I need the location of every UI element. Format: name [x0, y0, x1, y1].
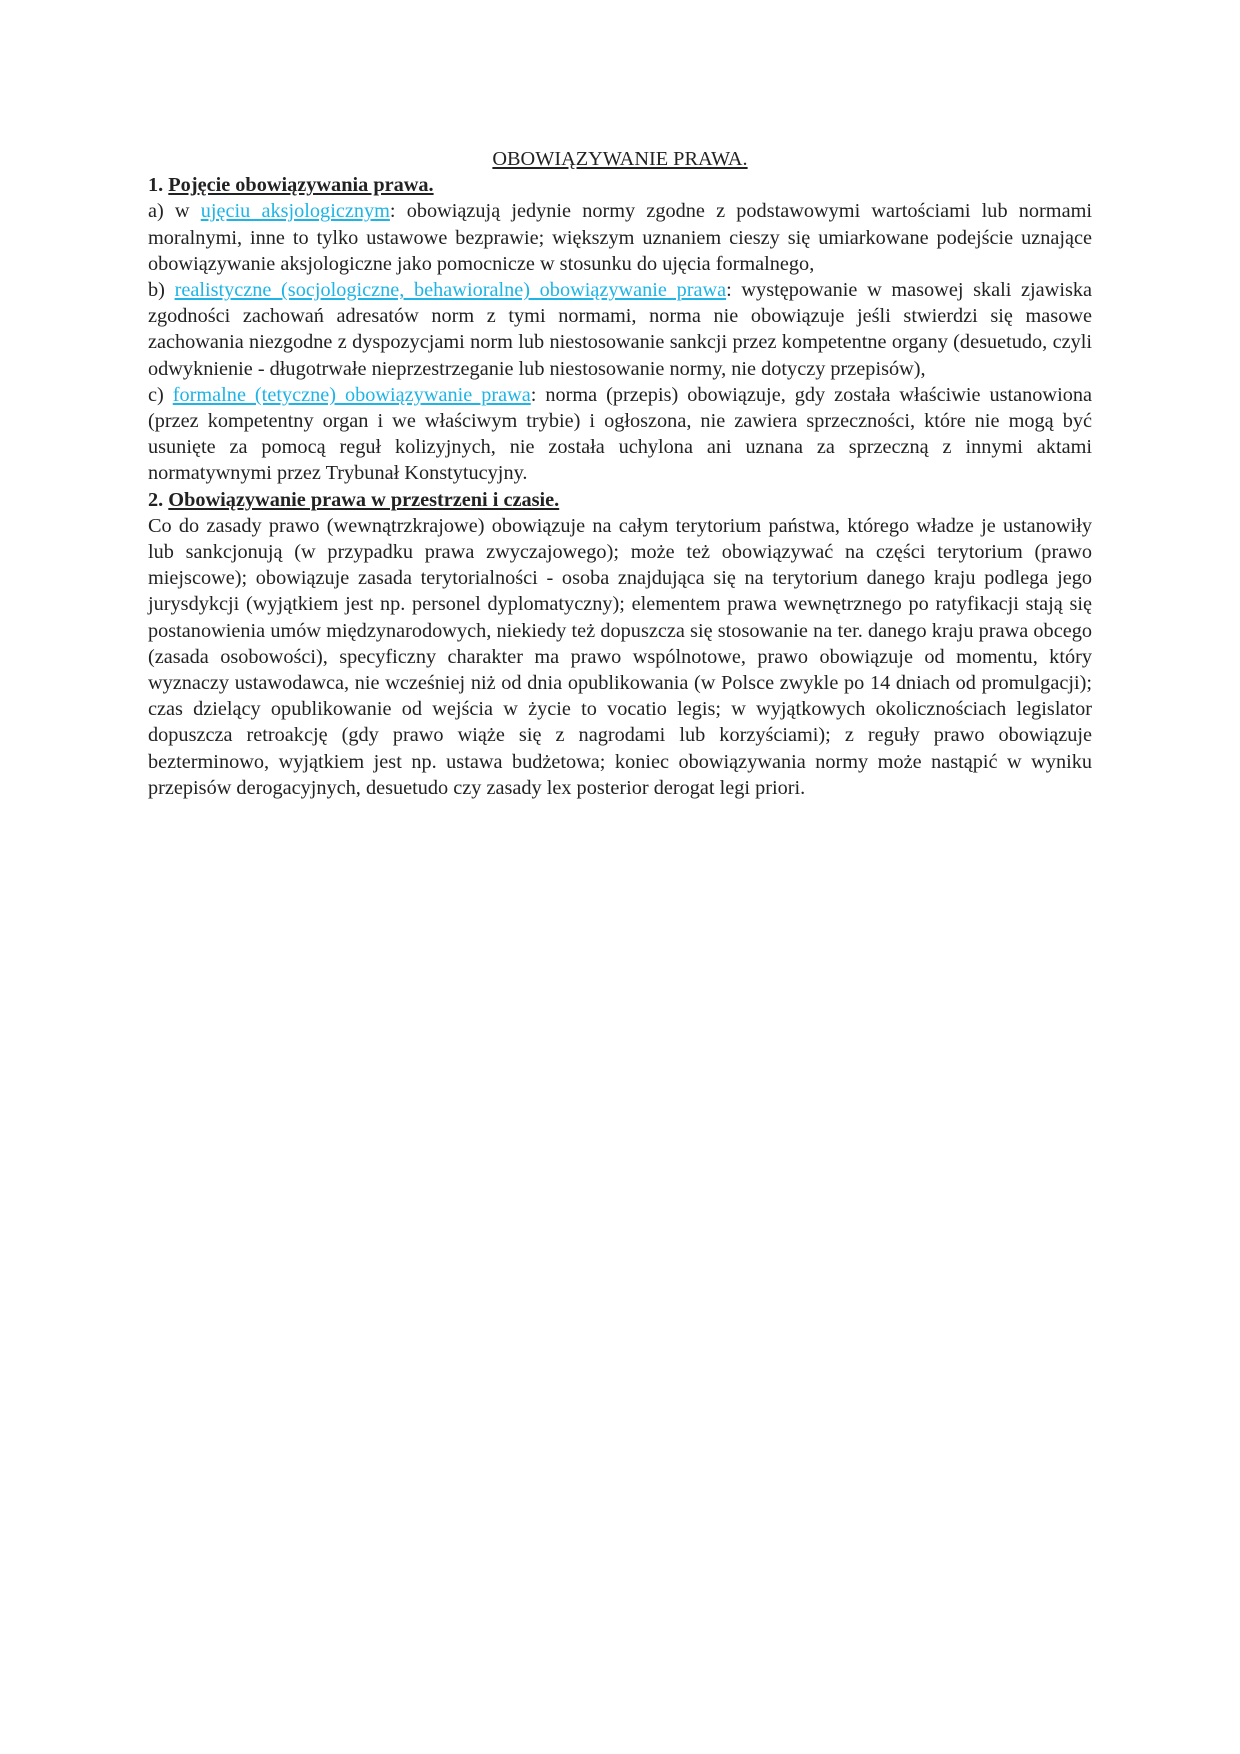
item-text: : norma (przepis) obowiązuje, gdy została właściwie ustanowiona (przez kompetentny organ i we właściwym trybie) i ogłoszona, nie zawiera sprzeczności, które nie mogą być usunięte za pomocą reguł kolizyjnych, nie została uchylona ani uznana za sprzeczną z innymi aktami normatywnymi przez Trybunał Konstytucyjny. [148, 383, 1092, 485]
item-marker: a) w [148, 200, 190, 223]
section-1-number: 1. [148, 174, 164, 197]
item-text: : obowiązują jedynie normy zgodne z podstawowymi wartościami lub normami moralnymi, inne to tylko ustawowe bezprawie; większym uznaniem cieszy się umiarkowane podejście uznające obowiązywanie aksjologiczne jako pomocnicze w stosunku do ujęcia formalnego, [148, 200, 1092, 275]
section-1-heading [148, 172, 1092, 198]
document-page [148, 146, 1092, 801]
section-1-item-c [148, 382, 1092, 487]
item-marker: b) [148, 279, 165, 302]
section-2-body: Co do zasady prawo (wewnątrzkrajowe) obowiązuje na całym terytorium państwa, którego władze je ustanowiły lub sankcjonują (w przypadku prawa zwyczajowego); może też obowiązywać na części terytorium (prawo miejscowe); obowiązuje zasada terytorialności - osoba znajdująca się na terytorium danego kraju podlega jego jurysdykcji (wyjątkiem jest np. personel dyplomatyczny); elementem prawa wewnętrznego po ratyfikacji stają się postanowienia umów międzynarodowych, niekiedy też dopuszcza się stosowanie na ter. danego kraju prawa obcego (zasada osobowości), specyficzny charakter ma prawo wspólnotowe, prawo obowiązuje od momentu, który wyznaczy ustawodawca, nie wcześniej niż od dnia opublikowania (w Polsce zwykle po 14 dniach od promulgacji); czas dzielący opublikowanie od wejścia w życie to vocatio legis; w wyjątkowych okolicznościach legislator dopuszcza retroakcję (gdy prawo wiąże się z nagrodami lub korzyściami); z reguły prawo obowiązuje bezterminowo, wyjątkiem jest np. ustawa budżetowa; koniec obowiązywania normy może nastąpić w wyniku przepisów derogacyjnych, desuetudo czy zasady lex posterior derogat legi priori. [148, 514, 1092, 799]
term-link-realistyczne[interactable]: realistyczne (socjologiczne, behawioralne) obowiązywanie prawa [174, 279, 727, 302]
section-1-title: Pojęcie obowiązywania prawa. [168, 174, 434, 197]
section-2-title: Obowiązywanie prawa w przestrzeni i czasie. [168, 488, 560, 511]
section-2-heading [148, 487, 1092, 513]
term-link-formalne[interactable]: formalne (tetyczne) obowiązywanie prawa [172, 383, 531, 406]
item-text: : występowanie w masowej skali zjawiska zgodności zachowań adresatów norm z tymi normami, norma nie obowiązuje jeśli stwierdzi się masowe zachowania niezgodne z dyspozycjami norm lub niestosowanie sankcji przez kompetentne organy (desuetudo, czyli odwyknienie - długotrwałe nieprzestrzeganie lub niestosowanie normy, nie dotyczy przepisów), [148, 279, 1093, 380]
document-title: OBOWIĄZYWANIE PRAWA. [492, 148, 748, 170]
term-link-aksjologiczne[interactable]: ujęciu aksjologicznym [200, 200, 390, 223]
section-1-item-b [148, 277, 1092, 382]
section-2-number: 2. [148, 488, 164, 511]
item-marker: c) [148, 383, 164, 406]
section-1-item-a [148, 198, 1092, 277]
